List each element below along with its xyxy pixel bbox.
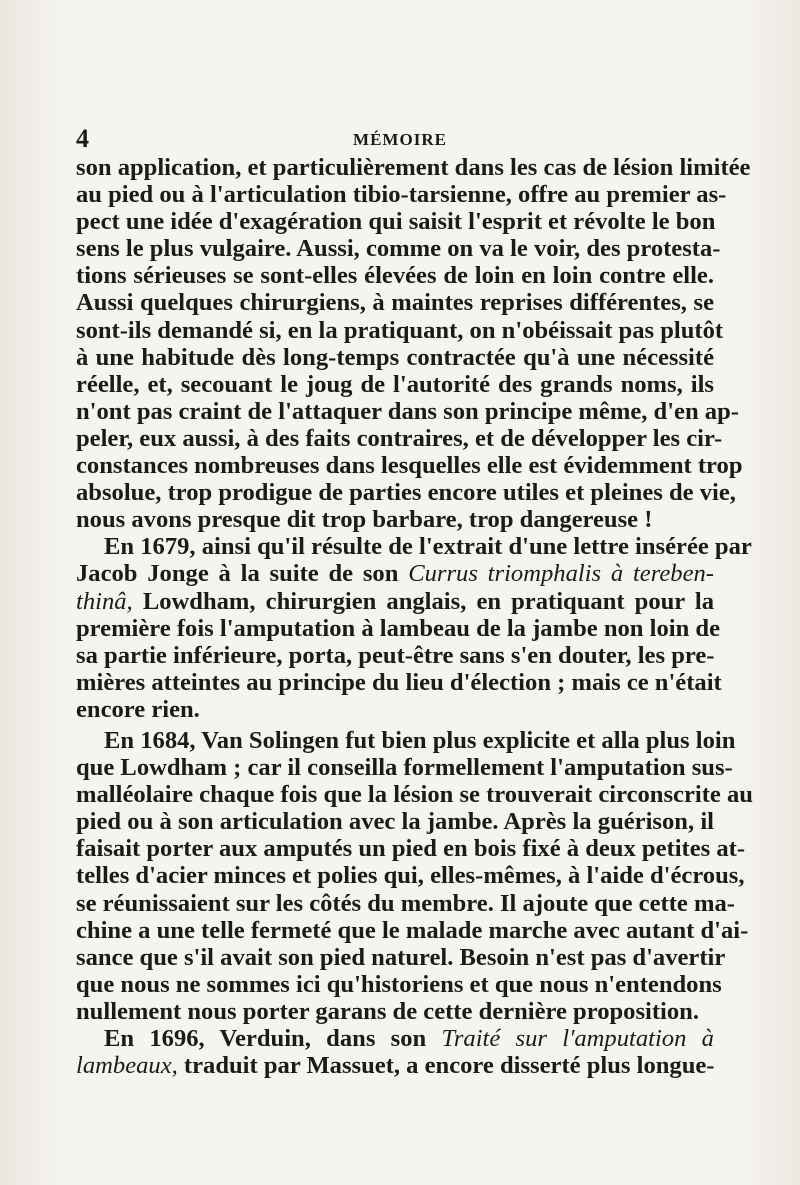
- text-line: se réunissaient sur les côtés du membre. Il ajoute que cette ma-: [76, 889, 735, 917]
- text-line-with-title: [76, 588, 714, 615]
- italic-title: Currus triomphalis à tereben-: [408, 560, 714, 588]
- text-line: En 1679, ainsi qu'il résulte de l'extrait d'une lettre insérée par: [104, 533, 752, 561]
- text-line: sa partie inférieure, porta, peut-être sans s'en douter, les pre-: [76, 641, 715, 669]
- text-line: n'ont pas craint de l'attaquer dans son principe même, d'en ap-: [76, 397, 739, 425]
- text-line: nullement nous porter garans de cette dernière proposition.: [76, 997, 700, 1025]
- text-line: encore rien.: [76, 695, 200, 723]
- text-line: au pied ou à l'articulation tibio-tarsienne, offre au premier as-: [76, 181, 727, 209]
- text-line: sance que s'il avait son pied naturel. Besoin n'est pas d'avertir: [76, 943, 726, 971]
- body-text: [76, 154, 753, 1080]
- text-line: faisait porter aux amputés un pied en bois fixé à deux petites at-: [76, 835, 746, 863]
- text-line: tions sérieuses se sont-elles élevées de loin en loin contre elle.: [76, 262, 714, 290]
- text-line: sont-ils demandé si, en la pratiquant, on n'obéissait pas plutôt: [76, 316, 724, 344]
- text-line-with-title: [76, 1025, 714, 1052]
- text-line: à une habitude dès long-temps contractée qu'à une nécessité: [76, 343, 714, 371]
- text-line: peler, eux aussi, à des faits contraires, et de développer les cir-: [76, 424, 723, 452]
- text-line-with-title: [76, 560, 714, 587]
- text-line: pect une idée d'exagération qui saisit l'esprit et révolte le bon: [76, 208, 716, 236]
- text-line: telles d'acier minces et polies qui, elles-mêmes, à l'aide d'écrous,: [76, 862, 745, 890]
- text-fragment: traduit par Massuet, a encore disserté plus longue-: [183, 1052, 715, 1080]
- text-fragment: Lowdham, chirurgien anglais, en pratiquant pour la: [142, 587, 714, 615]
- text-line: malléolaire chaque fois que la lésion se trouverait circonscrite au: [76, 781, 753, 809]
- italic-title: thinâ,: [76, 587, 133, 615]
- text-fragment: Jacob Jonge à la suite de son: [76, 560, 399, 588]
- paragraph-1: [76, 154, 751, 534]
- text-line-with-title: [76, 1052, 714, 1079]
- text-line: pied ou à son articulation avec la jambe. Après la guérison, il: [76, 808, 714, 836]
- italic-title: Traité sur l'amputation à: [441, 1025, 714, 1052]
- text-line: réelle, et, secouant le joug de l'autorité des grands noms, ils: [76, 370, 714, 398]
- paragraph-4: [76, 1025, 714, 1079]
- text-line: que nous ne sommes ici qu'historiens et que nous n'entendons: [76, 970, 722, 998]
- text-fragment: En 1696, Verduin, dans son: [104, 1025, 427, 1052]
- text-line: sens le plus vulgaire. Aussi, comme on va le voir, des protesta-: [76, 235, 721, 263]
- text-line: Aussi quelques chirurgiens, à maintes reprises différentes, se: [76, 289, 714, 317]
- text-line: que Lowdham ; car il conseilla formellement l'amputation sus-: [76, 754, 733, 782]
- text-line: constances nombreuses dans lesquelles elle est évidemment trop: [76, 452, 743, 480]
- text-line: chine a une telle fermeté que le malade marche avec autant d'ai-: [76, 916, 749, 944]
- paragraph-2: [76, 533, 752, 723]
- italic-title: lambeaux,: [76, 1052, 178, 1080]
- paragraph-3: [76, 726, 753, 1025]
- text-line: première fois l'amputation à lambeau de la jambe non loin de: [76, 614, 721, 642]
- running-title: MÉMOIRE: [353, 130, 447, 149]
- text-line: son application, et particulièrement dans les cas de lésion limitée: [76, 154, 751, 181]
- text-line: nous avons presque dit trop barbare, trop dangereuse !: [76, 506, 653, 534]
- page-header: [70, 124, 730, 154]
- page-number: 4: [76, 124, 89, 153]
- text-line: mières atteintes au principe du lieu d'élection ; mais ce n'était: [76, 668, 722, 696]
- text-line: absolue, trop prodigue de parties encore utiles et pleines de vie,: [76, 479, 736, 507]
- text-line: En 1684, Van Solingen fut bien plus explicite et alla plus loin: [104, 726, 736, 754]
